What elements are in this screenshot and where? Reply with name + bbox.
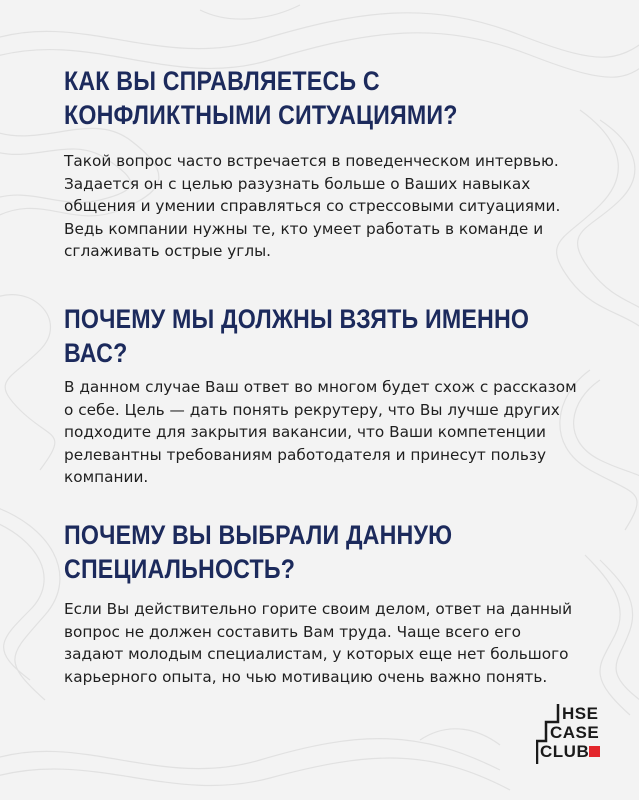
section-why-you xyxy=(64,302,584,486)
logo-red-square-icon xyxy=(589,746,600,757)
hse-case-club-logo xyxy=(536,702,606,766)
section-conflicts xyxy=(64,64,584,260)
section-heading: ПОЧЕМУ ВЫ ВЫБРАЛИ ДАННУЮ СПЕЦИАЛЬНОСТЬ? xyxy=(64,520,453,584)
section-specialty xyxy=(64,518,584,686)
section-body: Такой вопрос часто встречается в поведенческом интервью. Задается он с целью разузнать больше о Ваших навыках общения и умении справляться со стрессовыми ситуациями. Ведь компании нужны те, кто умеет работать в команде и сглаживать острые углы. xyxy=(64,152,561,260)
section-heading: КАК ВЫ СПРАВЛЯЕТЕСЬ С КОНФЛИКТНЫМИ СИТУАЦИЯМИ? xyxy=(64,66,458,130)
section-heading: ПОЧЕМУ МЫ ДОЛЖНЫ ВЗЯТЬ ИМЕННО ВАС? xyxy=(64,304,530,368)
section-body: Если Вы действительно горите своим делом, ответ на данный вопрос не должен составить Вам труда. Чаще всего его задают молодым специалистам, у которых еще нет большого карьерного опыта, но чью мотивацию очень важно понять. xyxy=(64,600,573,686)
logo-text-club: CLUB xyxy=(540,742,590,761)
section-body: В данном случае Ваш ответ во многом будет схож с рассказом о себе. Цель — дать понять рекрутеру, что Вы лучше других подходите для закрытия вакансии, что Ваши компетенции релевантны требованиям работодателя и принесут пользу компании. xyxy=(64,378,577,486)
logo-text-hse: HSE xyxy=(562,704,599,723)
logo-text-case: CASE xyxy=(550,723,600,742)
